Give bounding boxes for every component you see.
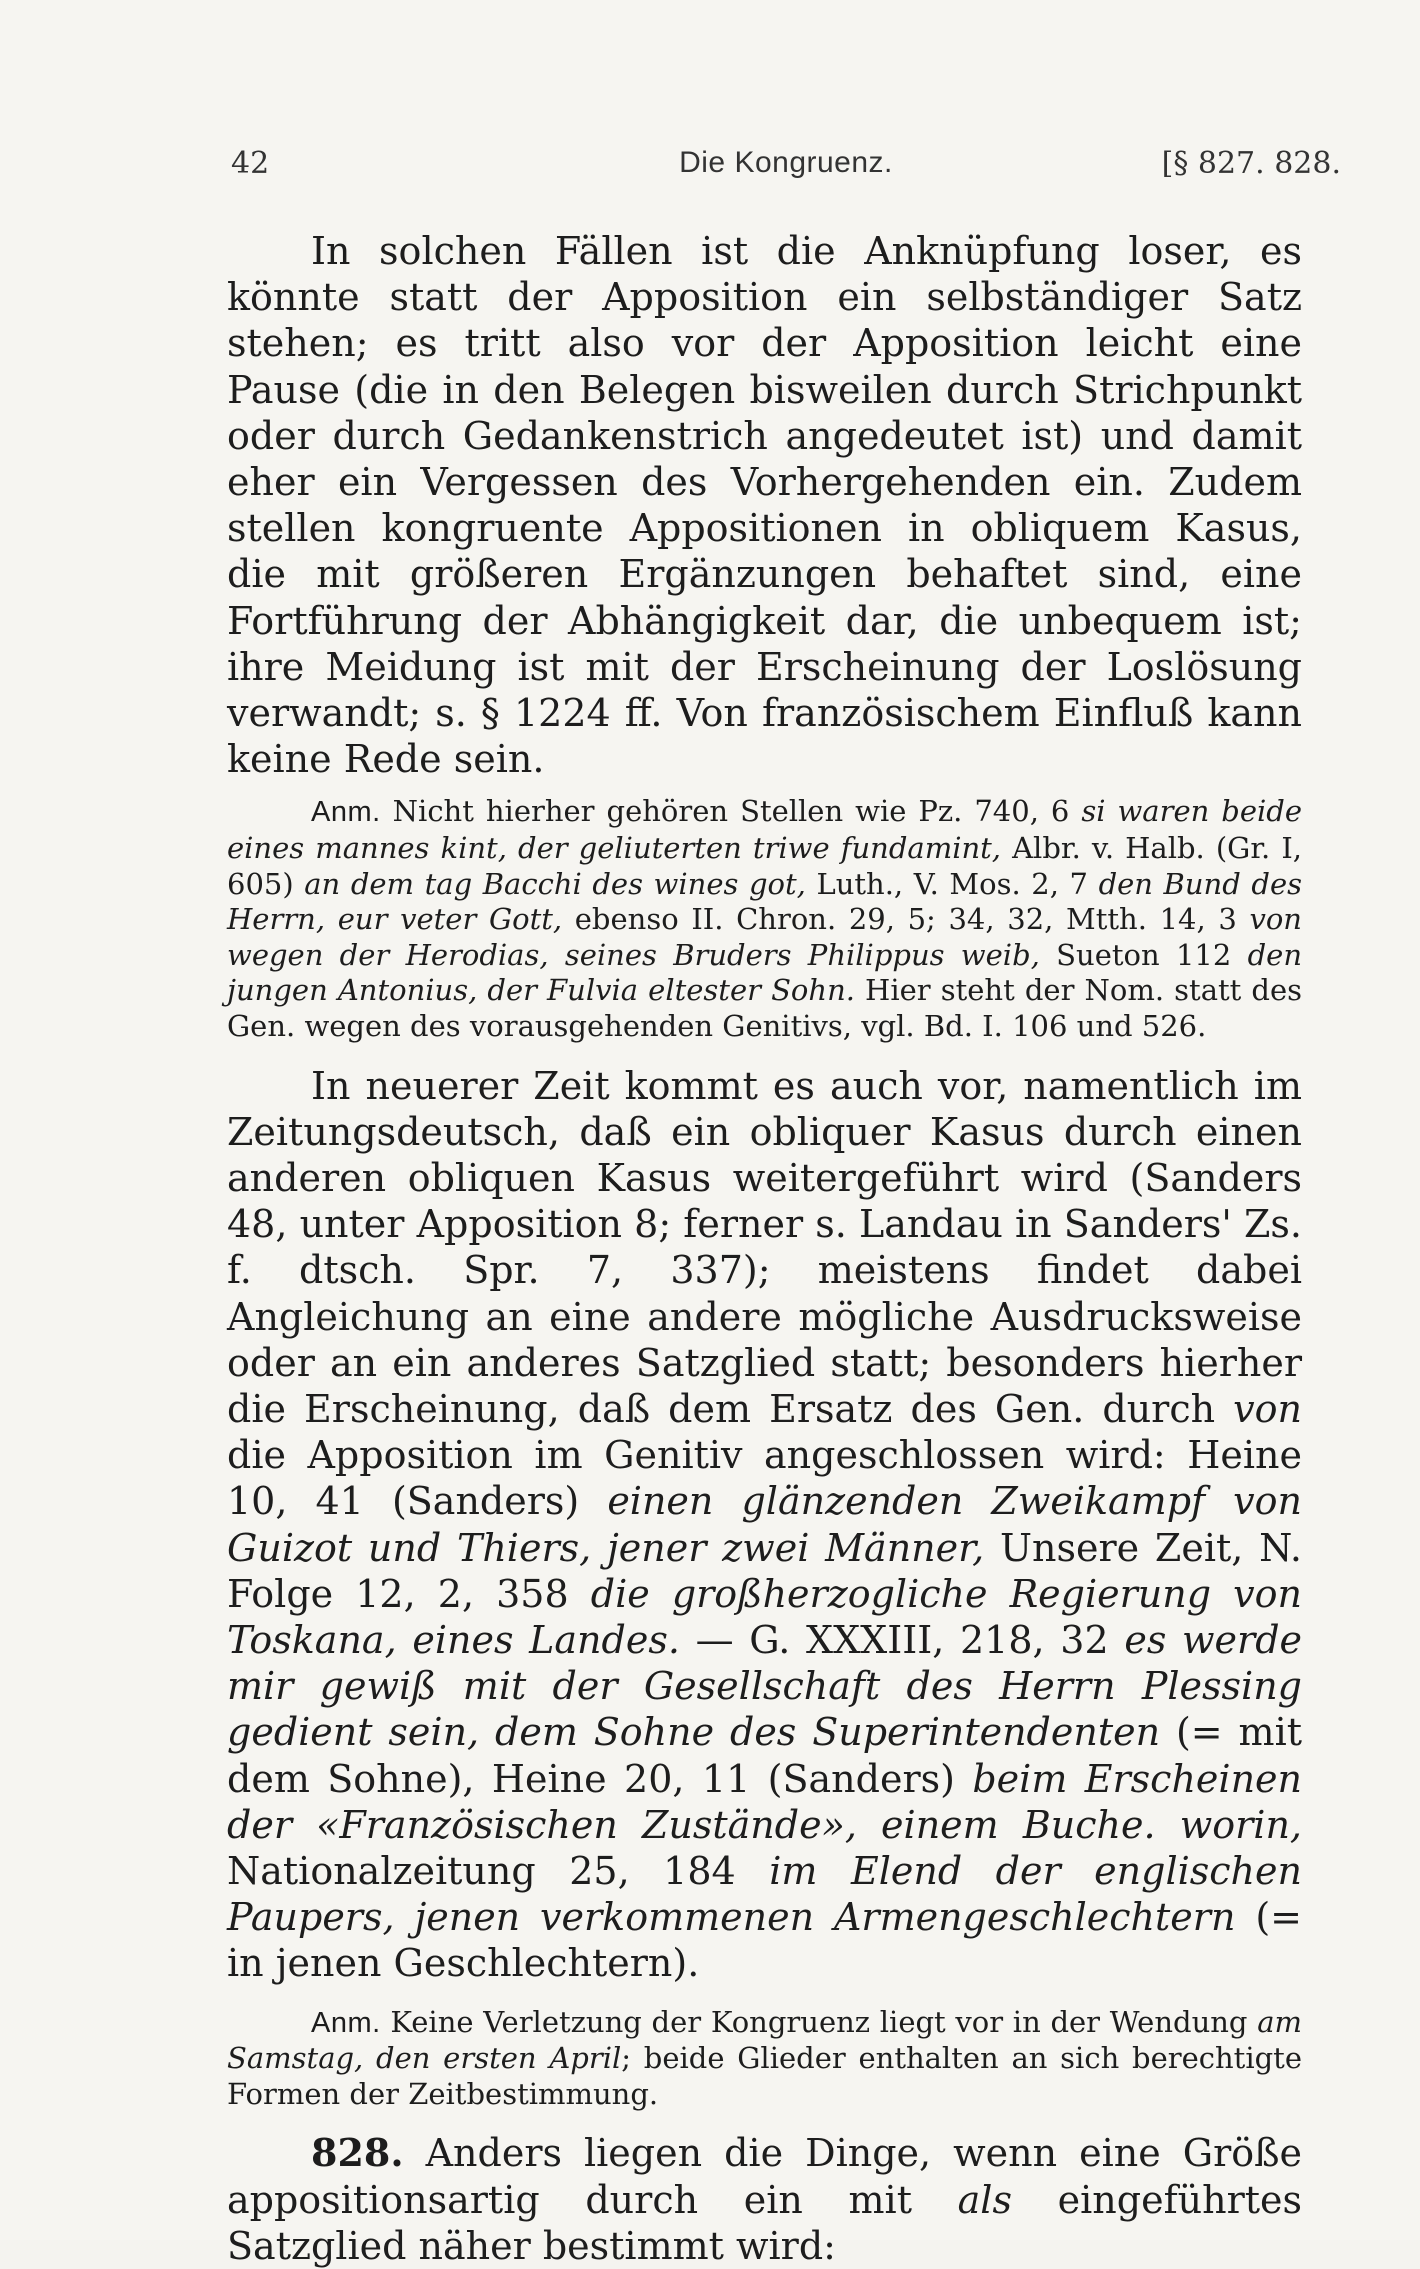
- italic-citation: von: [1233, 1387, 1302, 1432]
- text-run: In neuerer Zeit kommt es auch vor, namentlich im Zeitungsdeutsch, daß ein obliquer Kasus durch einen anderen obliquen Kasus weitergeführt wird (Sanders 48, unter Apposition 8; ferner s. Landau in Sanders' Zs. f. dtsch. Spr. 7, 337); meistens findet dabei Angleichung an eine andere mögliche Ausdrucksweise oder an ein anderes Satzglied statt; besonders hierher die Erscheinung, daß dem Ersatz des Gen. durch: [227, 1063, 1302, 1432]
- text-run: eingeführtes Satzglied näher bestimmt wird:: [227, 2177, 1303, 2268]
- paragraph-2: [227, 1063, 1302, 1987]
- italic-citation: einen glänzenden Zweikampf von Guizot und Thiers, jener zwei Männer,: [227, 1479, 1302, 1570]
- italic-citation: beim Erscheinen der «Französischen Zustände», einem Buche. worin,: [227, 1756, 1303, 1847]
- page-body: [227, 228, 1302, 2269]
- text-run: Albr. v. Halb. (Gr. I, 605): [227, 831, 1302, 901]
- text-run: ; beide Glieder enthalten an sich berechtigte Formen der Zeitbestimmung.: [227, 2041, 1302, 2111]
- text-run: Nationalzeitung 25, 184: [227, 1849, 770, 1894]
- section-number: 828.: [311, 2130, 404, 2176]
- annotation-2: [227, 2005, 1302, 2113]
- annotation-2-text: [227, 2005, 1302, 2111]
- italic-citation: den jungen Antonius, der Fulvia eltester Sohn.: [227, 937, 1302, 1008]
- italic-citation: an dem tag Bacchi des wines got,: [304, 866, 806, 901]
- text-run: (= mit dem Sohne), Heine 20, 11 (Sanders): [227, 1710, 1302, 1801]
- italic-citation: es werde mir gewiß mit der Gesellschaft des Herrn Plessing gedient sein, dem Sohne des Superintendenten: [227, 1618, 1303, 1755]
- italic-citation: die großherzogliche Regierung von Toskana, eines Landes.: [227, 1571, 1302, 1663]
- section-reference: [§ 827. 828.: [1161, 146, 1341, 181]
- text-run: (= in jenen Geschlechtern).: [227, 1895, 1302, 1986]
- text-run: Anders liegen die Dinge, wenn eine Größe appositionsartig durch ein mit: [227, 2131, 1302, 2222]
- italic-citation: am Samstag, den ersten April: [227, 2004, 1302, 2076]
- paragraph-828: [227, 2130, 1302, 2269]
- text-run: Luth., V. Mos. 2, 7: [805, 866, 1099, 901]
- annotation-label: Anm.: [311, 2006, 381, 2039]
- italic-citation: im Elend der englischen Paupers, jenen verkommenen Armengeschlechtern: [227, 1849, 1302, 1940]
- annotation-1-text: [227, 794, 1302, 1043]
- text-run: die Apposition im Genitiv angeschlossen wird: Heine 10, 41 (Sanders): [227, 1433, 1302, 1524]
- annotation-1: [227, 794, 1302, 1044]
- text-run: Keine Verletzung der Kongruenz liegt vor in der Wendung: [380, 2004, 1258, 2039]
- text-run: Nicht hierher gehören Stellen wie Pz. 740, 6: [380, 794, 1082, 829]
- page-number: 42: [231, 146, 270, 181]
- italic-citation: si waren beide eines mannes kint, der geliuterten triwe fundamint,: [227, 794, 1303, 866]
- text-run: Hier steht der Nom. statt des Gen. wegen des vorausgehenden Genitivs, vgl. Bd. I. 106 und 526.: [227, 973, 1302, 1043]
- paragraph-1: In solchen Fällen ist die Anknüpfung loser, es könnte statt der Apposition ein selbständiger Satz stehen; es tritt also vor der Apposition leicht eine Pause (die in den Belegen bisweilen durch Strichpunkt oder durch Gedankenstrich angedeutet ist) und damit eher ein Vergessen des Vorhergehenden ein. Zudem stellen kongruente Appositionen in obliquem Kasus, die mit größeren Ergänzungen behaftet sind, eine Fortführung der Abhängigkeit dar, die unbequem ist; ihre Meidung ist mit der Erscheinung der Loslösung verwandt; s. § 1224 ff. Von französischem Einfluß kann keine Rede sein.: [227, 229, 1302, 782]
- italic-citation: von wegen der Herodias, seines Bruders Philippus weib,: [227, 902, 1302, 972]
- text-run: — G. XXXIII, 218, 32: [679, 1618, 1125, 1663]
- italic-citation: als: [957, 2177, 1012, 2222]
- page-header: [231, 146, 1341, 196]
- italic-citation: den Bund des Herrn, eur veter Gott,: [227, 866, 1302, 937]
- annotation-label: Anm.: [311, 796, 381, 829]
- running-title: Die Kongruenz.: [679, 146, 893, 179]
- text-run: Sueton 112: [1039, 937, 1248, 972]
- text-run: ebenso II. Chron. 29, 5; 34, 32, Mtth. 14, 3: [562, 902, 1250, 937]
- text-run: Unsere Zeit, N. Folge 12, 2, 358: [227, 1525, 1303, 1616]
